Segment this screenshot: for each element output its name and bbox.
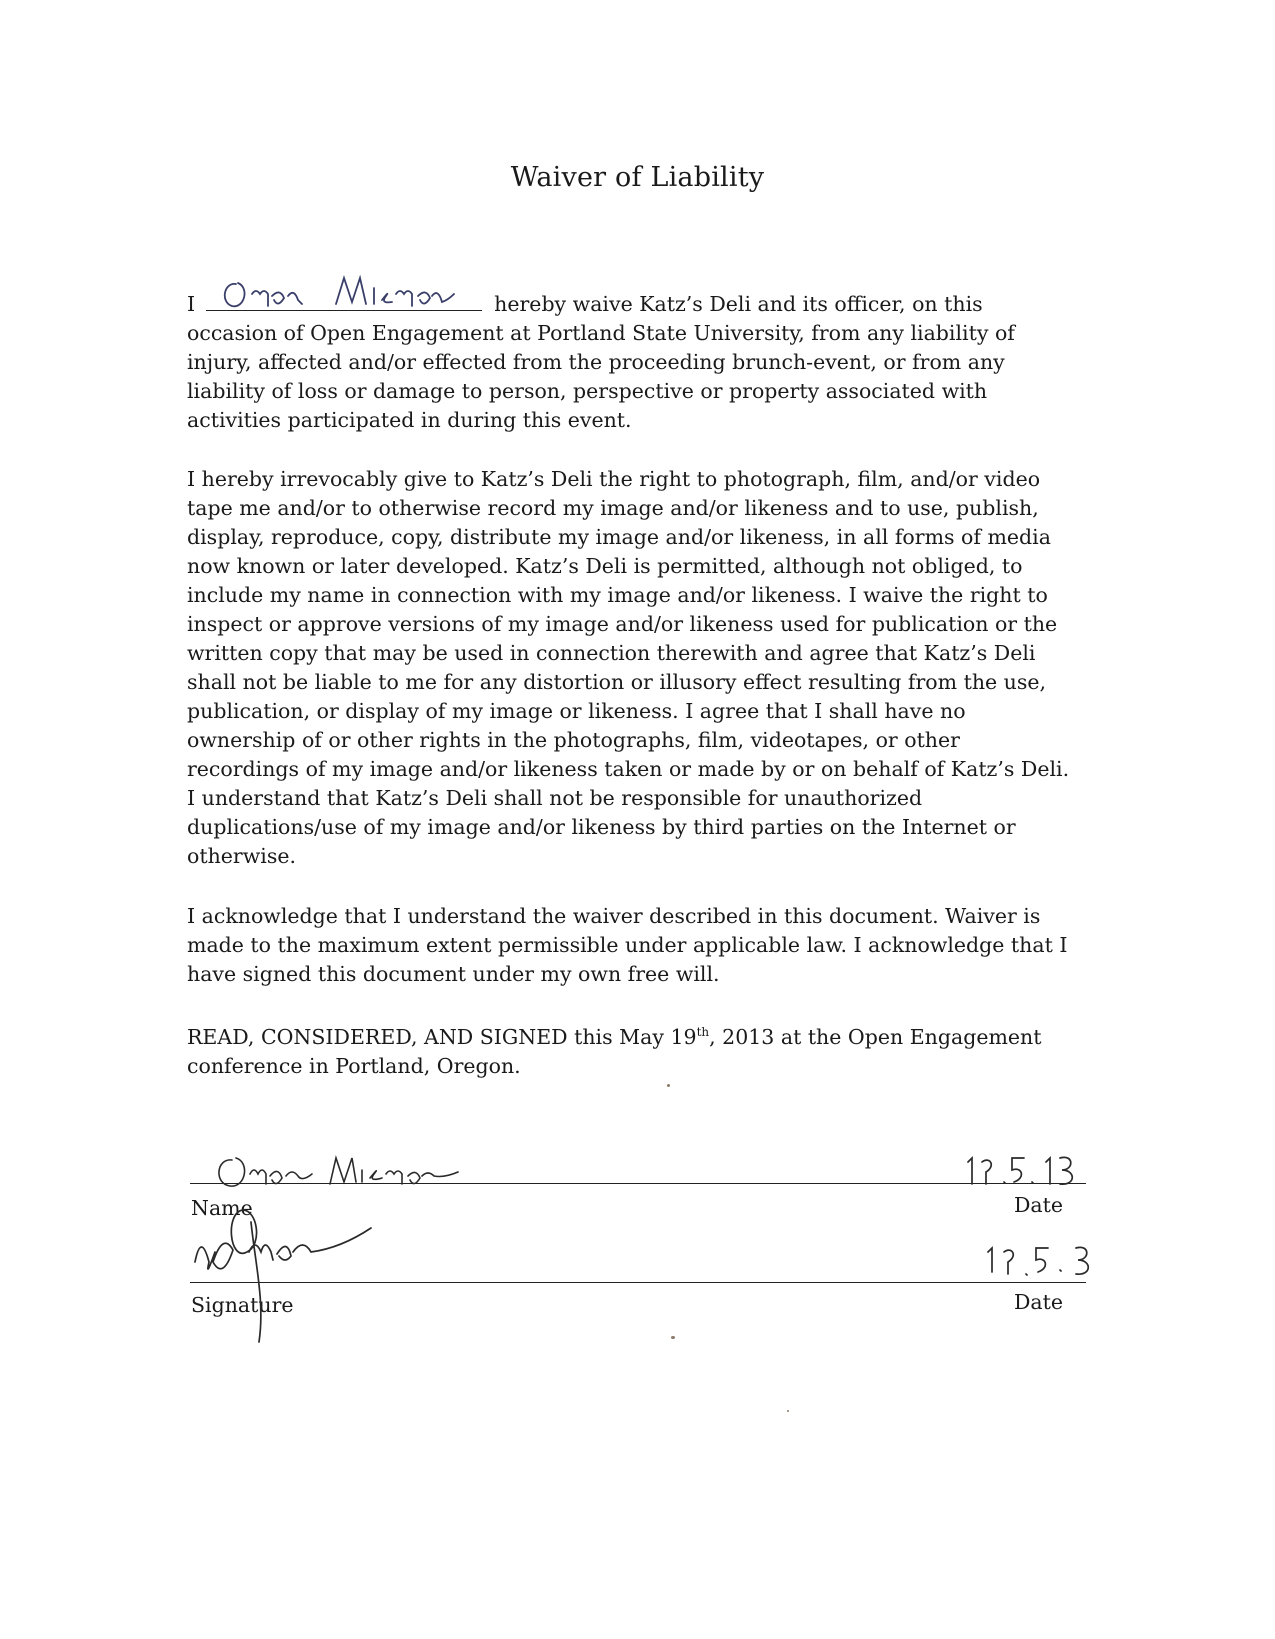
closing-ordinal-suffix: th bbox=[696, 1025, 710, 1039]
handwritten-signature-date bbox=[982, 1240, 1122, 1288]
closing-text-end: , 2013 at the Open Engagement conference in Portland, Oregon. bbox=[187, 1024, 1042, 1078]
scan-speck bbox=[671, 1336, 675, 1339]
handwritten-name bbox=[210, 1148, 470, 1198]
paragraph-closing bbox=[187, 1018, 1077, 1081]
scan-speck bbox=[667, 1084, 670, 1087]
signature-date-label: Date bbox=[1014, 1290, 1064, 1314]
document-title: Waiver of Liability bbox=[510, 162, 765, 193]
handwritten-signature bbox=[185, 1192, 425, 1352]
intro-text: hereby waive Katz’s Deli and its officer, on this occasion of Open Engagement at Portland State University, from any liability of injury, affected and/or effected from the proceeding brunch-event, or from any liability of loss or damage to person, perspective or property associated with activities participated in during this event. bbox=[187, 292, 1015, 432]
scan-speck bbox=[787, 1410, 789, 1412]
name-date-label: Date bbox=[1014, 1193, 1064, 1217]
intro-paragraph bbox=[187, 286, 1077, 435]
filled-name-blank bbox=[206, 286, 482, 311]
handwritten-name-date bbox=[960, 1148, 1100, 1196]
name-label: Name bbox=[191, 1196, 253, 1220]
signature-label: Signature bbox=[191, 1293, 294, 1317]
paragraph-acknowledgement: I acknowledge that I understand the waiver described in this document. Waiver is made to the maximum extent permissible under applicable law. I acknowledge that I have signed this document under my own free will. bbox=[187, 904, 1068, 986]
handwritten-filled-name bbox=[206, 272, 482, 312]
closing-text-start: READ, CONSIDERED, AND SIGNED this May 19 bbox=[187, 1024, 697, 1049]
intro-prefix: I bbox=[187, 292, 196, 316]
paragraph-release: I hereby irrevocably give to Katz’s Deli the right to photograph, film, and/or video tape me and/or to otherwise record my image and/or likeness and to use, publish, display, reproduce, copy, distribute my image and/or likeness, in all forms of media now known or later developed. Katz’s Deli is permitted, although not obliged, to include my name in connection with my image and/or likeness. I waive the right to inspect or approve versions of my image and/or likeness used for publication or the written copy that may be used in connection therewith and agree that Katz’s Deli shall not be liable to me for any distortion or illusory effect resulting from the use, publication, or display of my image or likeness. I agree that I shall have no ownership of or other rights in the photographs, film, videotapes, or other recordings of my image and/or likeness taken or made by or on behalf of Katz’s Deli. I understand that Katz’s Deli shall not be responsible for unauthorized duplications/use of my image and/or likeness by third parties on the Internet or otherwise. bbox=[187, 467, 1070, 868]
